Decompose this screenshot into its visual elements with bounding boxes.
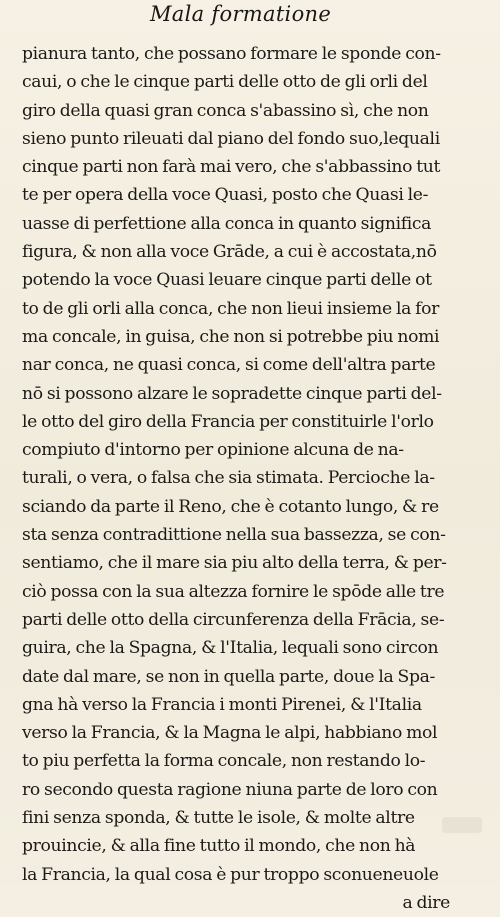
text-line: pianura tanto, che possano formare le sponde con-	[22, 44, 441, 64]
text-line: ciò possa con la sua altezza fornire le spōde alle tre	[22, 581, 445, 602]
text-line: potendo la voce Quasi leuare cinque parti delle ot	[22, 270, 432, 291]
text-line: caui, o che le cinque parti delle otto de gli orli del	[22, 72, 428, 93]
text-line: to piu perfetta la forma concale, non restando lo-	[22, 751, 426, 772]
text-line: prouincie, & alla fine tutto il mondo, che non hà	[22, 836, 416, 857]
text-line: figura, & non alla voce Grāde, a cui è accostata,nō	[22, 242, 437, 263]
text-line: to de gli orli alla conca, che non lieui insieme la for	[22, 298, 439, 319]
catchword-line: a dire	[402, 892, 450, 913]
text-line: giro della quasi gran conca s'abassino sì, che non	[22, 100, 429, 121]
text-line: nar conca, ne quasi conca, si come dell'altra parte	[22, 355, 436, 376]
text-line: sentiamo, che il mare sia piu alto della terra, & per-	[22, 553, 447, 574]
text-line: fini senza sponda, & tutte le isole, & molte altre	[22, 808, 415, 829]
text-line: nō si possono alzare le sopradette cinque parti del-	[22, 383, 442, 404]
text-line: guira, che la Spagna, & l'Italia, lequali sono circon	[22, 638, 439, 659]
text-line: uasse di perfettione alla conca in quanto significa	[22, 213, 432, 234]
text-line: sta senza contradittione nella sua bassezza, se con-	[22, 525, 446, 546]
paper-show-through	[442, 817, 482, 833]
text-line: te per opera della voce Quasi, posto che Quasi le-	[22, 185, 429, 206]
text-line: verso la Francia, & la Magna le alpi, habbiano mol	[22, 723, 438, 744]
text-line: ro secondo questa ragione niuna parte de loro con	[22, 779, 438, 800]
text-line: date dal mare, se non in quella parte, doue la Spa-	[22, 666, 435, 687]
text-line: turali, o vera, o falsa che sia stimata. Percioche la-	[22, 468, 435, 489]
page-body-text	[22, 40, 490, 917]
text-line: ma concale, in guisa, che non si potrebbe piu nomi	[22, 326, 440, 347]
text-line: sieno punto rileuati dal piano del fondo suo,lequali	[22, 128, 440, 149]
text-line: parti delle otto della circunferenza della Frācia, se-	[22, 609, 445, 630]
text-line: le otto del giro della Francia per constituirle l'orlo	[22, 411, 434, 432]
text-line: la Francia, la qual cosa è pur troppo sconueneuole	[22, 864, 439, 885]
text-line: compiuto d'intorno per opinione alcuna de na-	[22, 440, 404, 461]
text-line: cinque parti non farà mai vero, che s'abbassino tut	[22, 157, 441, 178]
text-line: gna hà verso la Francia i monti Pirenei, & l'Italia	[22, 694, 422, 715]
text-line: sciando da parte il Reno, che è cotanto lungo, & re	[22, 496, 439, 517]
running-header: Mala formatione	[150, 2, 332, 26]
